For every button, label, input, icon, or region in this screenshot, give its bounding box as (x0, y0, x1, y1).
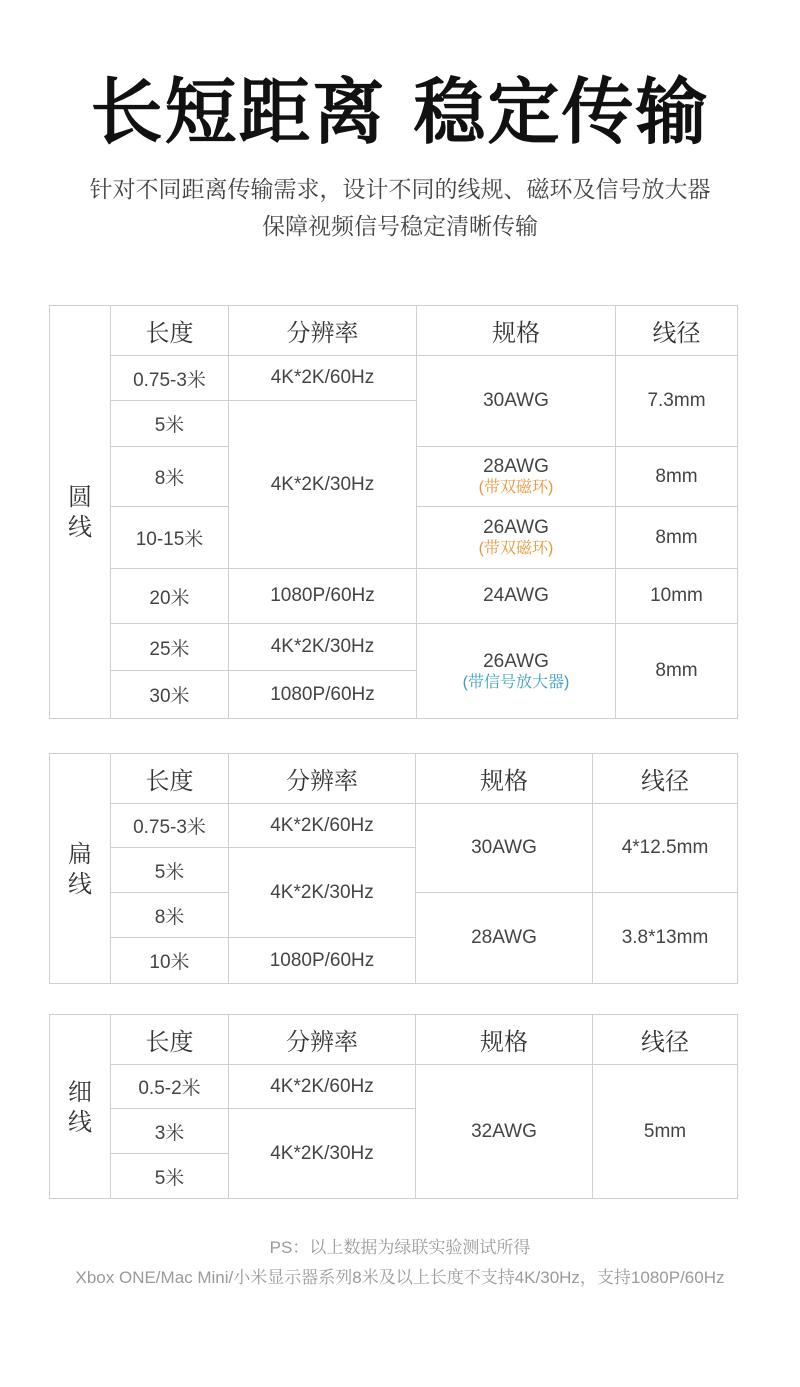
resolution-cell: 4K*2K/60Hz (229, 1065, 416, 1109)
header-diameter: 线径 (616, 306, 738, 356)
resolution-cell: 1080P/60Hz (229, 569, 417, 624)
table-header-row (50, 1015, 738, 1065)
spec-cell: 26AWG (带双磁环) (417, 507, 616, 569)
header-diameter: 线径 (593, 754, 738, 804)
table-row (50, 804, 738, 848)
flat-cable-table (49, 753, 738, 984)
spec-cell: 28AWG (416, 893, 593, 984)
diameter-cell: 8mm (616, 447, 738, 507)
length-cell: 25米 (111, 624, 229, 671)
subtitle-line-2: 保障视频信号稳定清晰传输 (262, 214, 538, 240)
spec-cell: 26AWG (带信号放大器) (417, 624, 616, 719)
spec-cell: 28AWG (带双磁环) (417, 447, 616, 507)
diameter-cell: 5mm (593, 1065, 738, 1199)
length-cell: 8米 (111, 893, 229, 938)
table-row (50, 356, 738, 401)
length-cell: 5米 (111, 848, 229, 893)
footnote-line-2: Xbox ONE/Mac Mini/小米显示器系列8米及以上长度不支持4K/30Hz，支持1080P/60Hz (75, 1268, 725, 1287)
header-spec: 规格 (416, 754, 593, 804)
spec-note: (带信号放大器) (462, 673, 570, 691)
resolution-cell: 4K*2K/60Hz (229, 804, 416, 848)
header-length: 长度 (111, 306, 229, 356)
resolution-cell: 1080P/60Hz (229, 938, 416, 984)
header-length: 长度 (111, 1015, 229, 1065)
length-cell: 30米 (111, 671, 229, 719)
category-round: 圆 线 (50, 306, 111, 719)
thin-cable-table (49, 1014, 738, 1199)
header-spec: 规格 (416, 1015, 593, 1065)
diameter-cell: 4*12.5mm (593, 804, 738, 893)
header-diameter: 线径 (593, 1015, 738, 1065)
header-resolution: 分辨率 (229, 1015, 416, 1065)
header-resolution: 分辨率 (229, 306, 417, 356)
diameter-cell: 7.3mm (616, 356, 738, 447)
resolution-cell: 4K*2K/30Hz (229, 624, 417, 671)
diameter-cell: 10mm (616, 569, 738, 624)
subtitle-line-1: 针对不同距离传输需求，设计不同的线规、磁环及信号放大器 (89, 177, 711, 203)
subtitle (0, 172, 800, 246)
round-cable-table (49, 305, 738, 719)
spec-note: (带双磁环) (478, 479, 554, 496)
footnote-line-1: PS：以上数据为绿联实验测试所得 (269, 1238, 531, 1257)
spec-cell: 30AWG (416, 804, 593, 893)
header-length: 长度 (111, 754, 229, 804)
header-spec: 规格 (417, 306, 616, 356)
length-cell: 10-15米 (111, 507, 229, 569)
length-cell: 3米 (111, 1109, 229, 1154)
length-cell: 20米 (111, 569, 229, 624)
resolution-cell: 4K*2K/30Hz (229, 1109, 416, 1199)
length-cell: 0.75-3米 (111, 356, 229, 401)
resolution-cell: 4K*2K/60Hz (229, 356, 417, 401)
table-header-row (50, 754, 738, 804)
diameter-cell: 3.8*13mm (593, 893, 738, 984)
footnote (0, 1233, 800, 1293)
length-cell: 10米 (111, 938, 229, 984)
spec-cell: 30AWG (417, 356, 616, 447)
length-cell: 0.5-2米 (111, 1065, 229, 1109)
spec-note: (带双磁环) (478, 540, 554, 557)
length-cell: 5米 (111, 401, 229, 447)
page-title: 长短距离 稳定传输 (90, 70, 710, 154)
table-row (50, 569, 738, 624)
table-row (50, 624, 738, 671)
resolution-cell: 4K*2K/30Hz (229, 401, 417, 569)
table-row (50, 1065, 738, 1109)
diameter-cell: 8mm (616, 624, 738, 719)
category-thin: 细 线 (50, 1015, 111, 1199)
spec-cell: 32AWG (416, 1065, 593, 1199)
category-flat: 扁 线 (50, 754, 111, 984)
length-cell: 0.75-3米 (111, 804, 229, 848)
resolution-cell: 4K*2K/30Hz (229, 848, 416, 938)
diameter-cell: 8mm (616, 507, 738, 569)
length-cell: 5米 (111, 1154, 229, 1199)
header-resolution: 分辨率 (229, 754, 416, 804)
spec-cell: 24AWG (417, 569, 616, 624)
table-header-row (50, 306, 738, 356)
length-cell: 8米 (111, 447, 229, 507)
resolution-cell: 1080P/60Hz (229, 671, 417, 719)
